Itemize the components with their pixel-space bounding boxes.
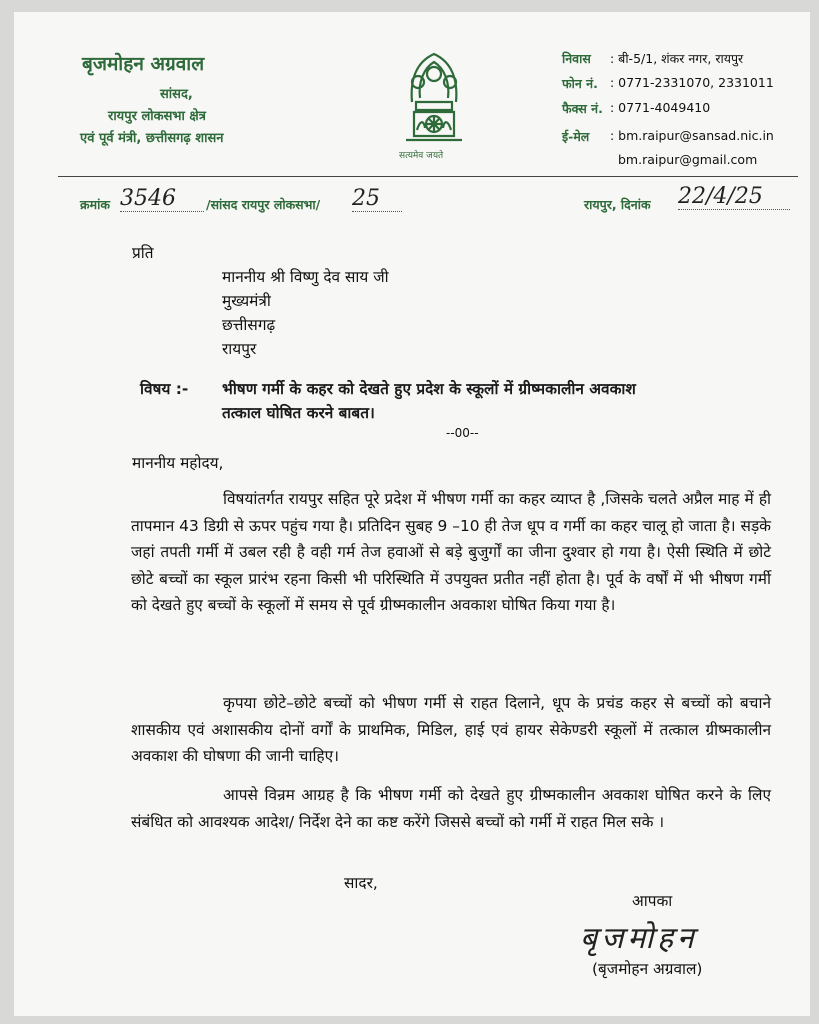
kramank-label: क्रमांक: [80, 197, 110, 212]
paragraph-2-text: कृपया छोटे–छोटे बच्चों को भीषण गर्मी से राहत दिलाने, धूप के प्रचंड कहर से बच्चों को बचाने शासकीय एवं अशासकीय दोनों वर्गों के प्राथमिक, मिडिल, हाई एवं हायर सेकेण्डरी स्कूलों में तत्काल ग्रीष्मकालीन अवकाश की घोषणा की जानी चाहिए।: [131, 694, 771, 765]
emblem-motto: सत्यमेव जयते: [399, 151, 444, 161]
closing: सादर,: [344, 874, 378, 892]
address-label: निवास: [562, 51, 591, 66]
handwritten-signature: बृजमोहन: [580, 921, 698, 956]
paragraph-3: [131, 782, 771, 835]
signatory-name: (बृजमोहन अग्रवाल): [592, 960, 703, 978]
sender-name: बृजमोहन अग्रवाल: [82, 53, 205, 75]
phone-value: : 0771-2331070, 2331011: [610, 75, 774, 90]
subject-label: विषय :-: [140, 380, 189, 398]
prati: प्रति: [132, 244, 154, 262]
email-label: ई-मेल: [562, 129, 590, 144]
subject-separator: --00--: [446, 426, 479, 440]
recipient-state: छत्तीसगढ़: [222, 316, 276, 334]
letter-page: [14, 12, 810, 1016]
subject-line-1: भीषण गर्मी के कहर को देखते हुए प्रदेश के स्कूलों में ग्रीष्मकालीन अवकाश: [222, 380, 636, 398]
subject-line-2: तत्काल घोषित करने बाबत।: [222, 404, 375, 422]
kramank-number: 3546: [120, 186, 204, 212]
sender-designation: सांसद,: [160, 87, 193, 102]
sender-constituency: रायपुर लोकसभा क्षेत्र: [108, 109, 206, 124]
email-value: : bm.raipur@sansad.nic.in: [610, 128, 774, 143]
recipient-city: रायपुर: [222, 340, 257, 358]
paragraph-1-text: विषयांतर्गत रायपुर सहित पूरे प्रदेश में भीषण गर्मी का कहर व्याप्त है ,जिसके चलते अप्रैल माह में ही तापमान 43 डिग्री से ऊपर पहुंच गया है। प्रतिदिन सुबह 9 –10 ही तेज धूप व गर्मी का कहर चालू हो जाता है। सड़के जहां तपती गर्मी में उबल रही है वही गर्म तेज हवाओं से बड़े बुजुर्गों का जीना दुश्वार हो गया है। ऐसी स्थिति में छोटे छोटे बच्चों का स्कूल प्रारंभ रहना किसी भी परिस्थिति में उपयुक्त प्रतीत नहीं होता है। पूर्व के वर्षों में भी भीषण गर्मी को देखते हुए बच्चों के स्कूलों में समय से पूर्व ग्रीष्मकालीन अवकाश घोषित किया गया है।: [131, 490, 771, 614]
address-value: : बी-5/1, शंकर नगर, रायपुर: [610, 51, 744, 66]
letterhead-divider: [58, 176, 798, 177]
paragraph-1: [131, 486, 771, 619]
fax-label: फैक्स नं.: [562, 101, 603, 116]
paragraph-3-text: आपसे विन्रम आग्रह है कि भीषण गर्मी को देखते हुए ग्रीष्मकालीन अवकाश घोषित करने के लिए संबंधित को आवश्यक आदेश/ निर्देश देने का कष्ट करेंगे जिससे बच्चों को गर्मी में राहत मिल सके ।: [131, 786, 771, 831]
recipient-name: माननीय श्री विष्णु देव साय जी: [222, 268, 389, 286]
paragraph-2: [131, 690, 771, 770]
sender-former-post: एवं पूर्व मंत्री, छत्तीसगढ़ शासन: [80, 131, 224, 146]
date-label: रायपुर, दिनांक: [584, 197, 651, 212]
email-value-2: bm.raipur@gmail.com: [618, 152, 758, 167]
national-emblem-icon: [394, 40, 474, 168]
kramank-year: 25: [352, 186, 402, 212]
date-value: 22/4/25: [678, 184, 790, 210]
salutation: माननीय महोदय,: [132, 454, 224, 472]
fax-value: : 0771-4049410: [610, 100, 711, 115]
recipient-designation: मुख्यमंत्री: [222, 292, 271, 310]
aapka: आपका: [632, 892, 673, 910]
kramank-middle: /सांसद रायपुर लोकसभा/: [206, 197, 321, 212]
phone-label: फोन नं.: [562, 76, 598, 91]
